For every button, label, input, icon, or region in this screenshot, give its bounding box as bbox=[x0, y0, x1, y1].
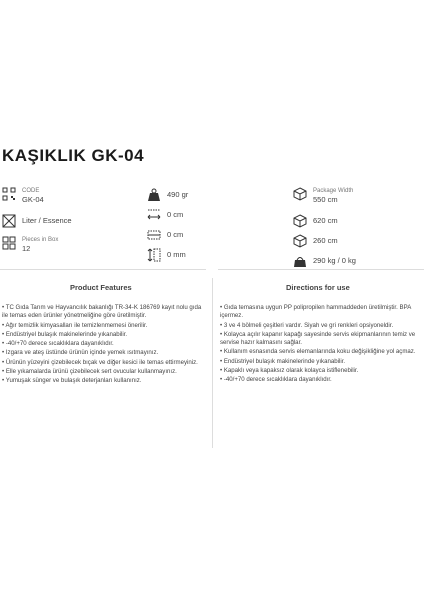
list-item: • Kapaklı veya kapaksız olarak kolayca istiflenebilir. bbox=[220, 367, 359, 375]
package-width-label: Package Width bbox=[313, 188, 354, 194]
scale-icon bbox=[293, 254, 307, 268]
list-item: • Izgara ve ateş üstünde ürünün içinde yemek ısıtmayınız. bbox=[2, 349, 159, 357]
package-length-value: 620 cm bbox=[313, 216, 338, 225]
product-title: KAŞIKLIK GK-04 bbox=[2, 146, 145, 165]
divider-right bbox=[218, 269, 424, 270]
list-item: • Gıda temasına uygun PP polipropilen hammaddeden üretilmiştir. BPA içermez. bbox=[220, 304, 411, 320]
length-icon bbox=[147, 228, 161, 242]
list-item: • Yumuşak sünger ve bulaşık deterjanları kullanınız. bbox=[2, 377, 142, 385]
spec-pieces bbox=[2, 236, 58, 254]
spec-package-weight bbox=[293, 254, 356, 268]
spec-width bbox=[147, 208, 183, 222]
spec-liter bbox=[2, 214, 72, 228]
pieces-value: 12 bbox=[22, 244, 31, 253]
directions-list bbox=[220, 304, 418, 386]
dim-3-value: 0 mm bbox=[167, 250, 186, 259]
list-item: • Ürünün yüzeyini çizebilecek bıçak ve diğer kesici ile temas ettirmeyiniz. bbox=[2, 358, 198, 366]
code-label: CODE bbox=[22, 188, 40, 194]
pieces-grid-icon bbox=[2, 236, 16, 250]
liter-label: Liter / Essence bbox=[22, 216, 72, 225]
list-item: • 3 ve 4 bölmeli çeşitleri vardır. Siyah ve gri renkleri opsiyoneldir. bbox=[220, 321, 394, 329]
package-box-icon bbox=[293, 187, 307, 201]
list-item: • Endüstriyel bulaşık makinelerinde yıkanabilir. bbox=[220, 357, 346, 365]
package-weight-value: 290 kg / 0 kg bbox=[313, 256, 356, 265]
spec-length bbox=[147, 228, 183, 242]
list-item: • -40/+70 derece sıcaklıklara dayanıklıdır. bbox=[220, 376, 332, 384]
spec-height bbox=[147, 248, 186, 262]
list-item: • TC Gıda Tarım ve Hayvancılık bakanlığı TR-34-K 186769 kayıt nolu gıda ile temas eden ürünler yönetmeliğine göre üretilmiştir. bbox=[2, 304, 202, 320]
spec-package-height bbox=[293, 234, 338, 248]
package-box-icon bbox=[293, 234, 307, 248]
package-height-value: 260 cm bbox=[313, 236, 338, 245]
list-item: • Kolayca açılır kapanır kapağı sayesinde servis ekipmanlarının temiz ve servise hazır kalmasını sağlar. bbox=[220, 330, 416, 347]
liter-box-icon bbox=[2, 214, 16, 228]
divider-left bbox=[0, 269, 206, 270]
dim-1-value: 0 cm bbox=[167, 210, 184, 219]
width-arrow-icon bbox=[147, 208, 161, 222]
dim-2-value: 0 cm bbox=[167, 230, 184, 239]
spec-weight bbox=[147, 188, 188, 202]
pieces-label: Pieces in Box bbox=[22, 237, 59, 243]
list-item: • Kullanım esnasında servis elemanlarında koku değişikliğine yol açmaz. bbox=[220, 348, 416, 356]
features-list bbox=[2, 304, 206, 387]
code-value: GK-04 bbox=[22, 195, 44, 204]
height-arrow-icon bbox=[147, 248, 161, 262]
package-width-value: 550 cm bbox=[313, 195, 338, 204]
spec-code bbox=[2, 187, 44, 205]
weight-icon bbox=[147, 188, 161, 202]
list-item: • Elle yıkamalarda ürünü çizebilecek sert ovucular kullanmayınız. bbox=[2, 368, 177, 376]
list-item: • Ağır temizlik kimyasalları ile temizlenmemesi önerilir. bbox=[2, 321, 148, 329]
directions-title: Directions for use bbox=[286, 283, 350, 292]
package-box-icon bbox=[293, 214, 307, 228]
list-item: • Endüstriyel bulaşık makinelerinde yıkanabilir. bbox=[2, 330, 128, 338]
features-title: Product Features bbox=[70, 283, 132, 292]
column-separator bbox=[212, 278, 213, 448]
spec-package-length bbox=[293, 214, 338, 228]
qr-code-icon bbox=[2, 187, 16, 201]
spec-package-width bbox=[293, 187, 353, 205]
list-item: • -40/+70 derece sıcaklıklara dayanıklıdır. bbox=[2, 340, 114, 348]
weight-value: 490 gr bbox=[167, 190, 189, 199]
